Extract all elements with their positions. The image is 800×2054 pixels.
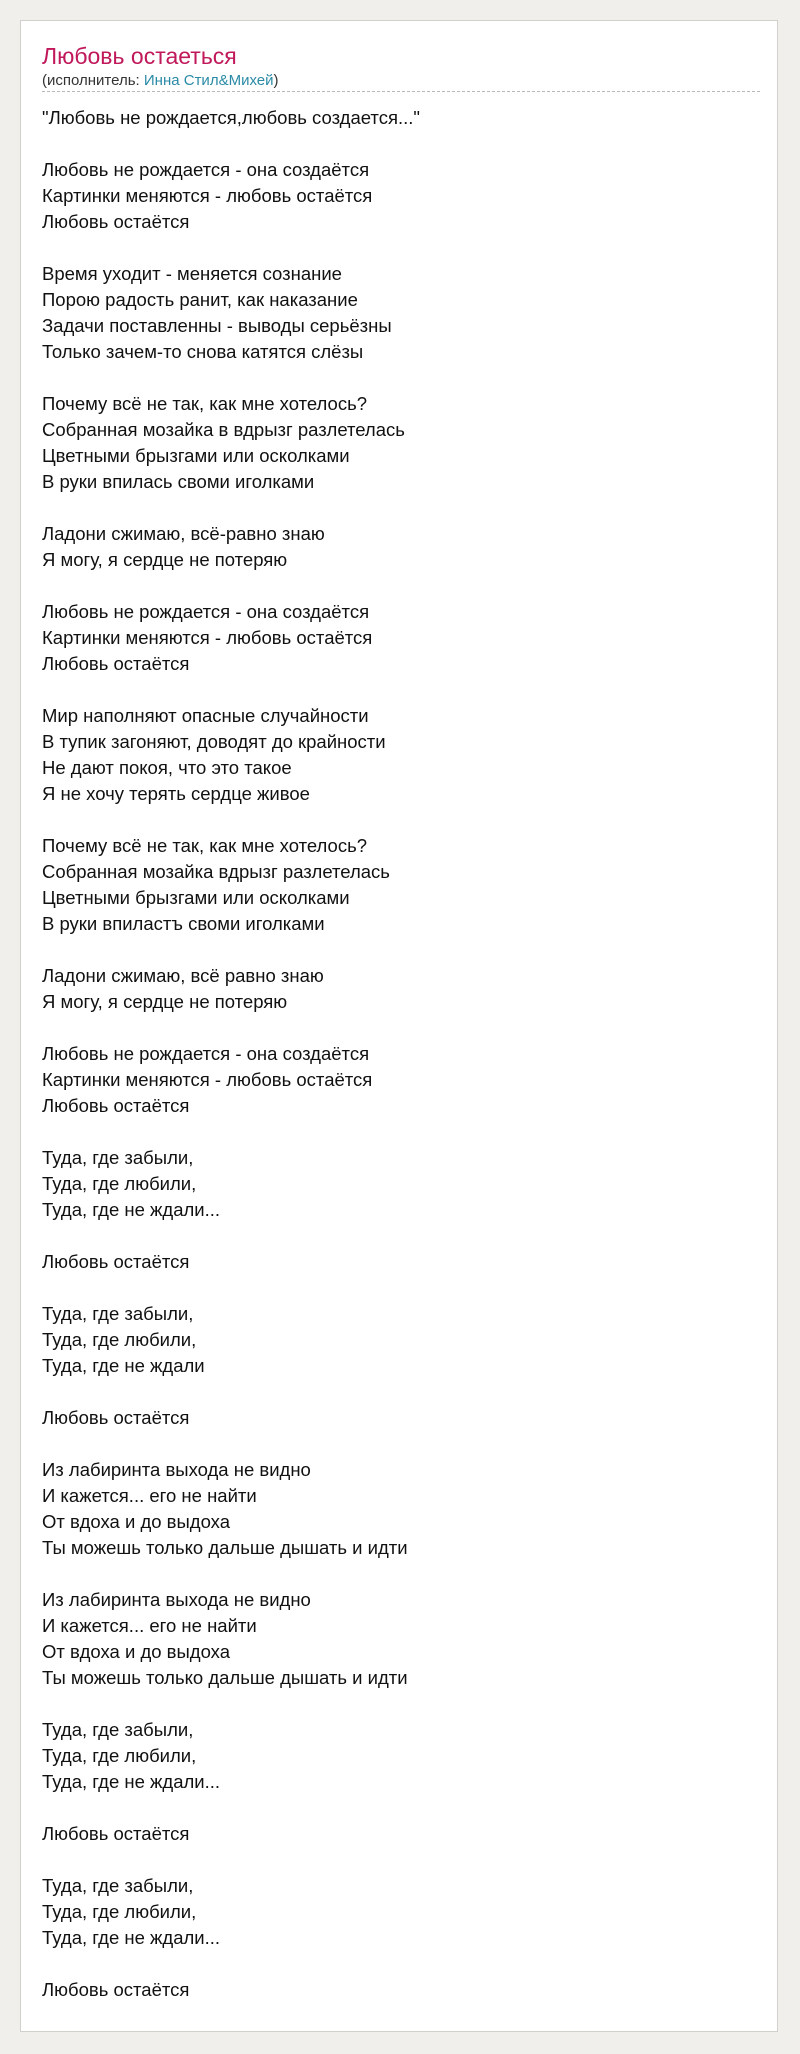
song-header [42,41,760,92]
performer-prefix: (исполнитель: [42,72,144,89]
performer-link[interactable]: Инна Стил&Михей [143,72,274,89]
performer-line [42,72,760,90]
song-title: Любовь остаеться [42,43,237,69]
lyrics-text: "Любовь не рождается,любовь создается..." Любовь не рождается - она создаётся Картинки меняются - любовь остаётся Любовь остаётся Время уходит - меняется сознание Порою радость ранит, как наказание Задачи поставленны - выводы серьёзны Только зачем-то снова катятся слёзы Почему всё не так, как мне хотелось? Собранная мозайка в вдрызг разлетелась Цветными брызгами или осколками В руки впилась своми иголками Ладони сжимаю, всё-равно знаю Я могу, я сердце не потеряю Любовь не рождается - она создаётся Картинки меняются - любовь остаётся Любовь остаётся Мир наполняют опасные случайности В тупик загоняют, доводят до крайности Не дают покоя, что это такое Я не хочу терять сердце живое Почему всё не так, как мне хотелось? Собранная мозайка вдрызг разлетелась Цветными брызгами или осколками В руки впиластъ своми иголками Ладони сжимаю, всё равно знаю Я могу, я сердце не потеряю Любовь не рождается - она создаётся Картинки меняются - любовь остаётся Любовь остаётся Туда, где забыли, Туда, где любили, Туда, где не ждали... Любовь остаётся Туда, где забыли, Туда, где любили, Туда, где не ждали Любовь остаётся Из лабиринта выхода не видно И кажется... его не найти От вдоха и до выдоха Ты можешь только дальше дышать и идти Из лабиринта выхода не видно И кажется... его не найти От вдоха и до выдоха Ты можешь только дальше дышать и идти Туда, где забыли, Туда, где любили, Туда, где не ждали... Любовь остаётся Туда, где забыли, Туда, где любили, Туда, где не ждали... Любовь остаётся [42,107,420,2000]
performer-suffix: ) [273,72,279,89]
lyrics-card [20,20,778,2032]
